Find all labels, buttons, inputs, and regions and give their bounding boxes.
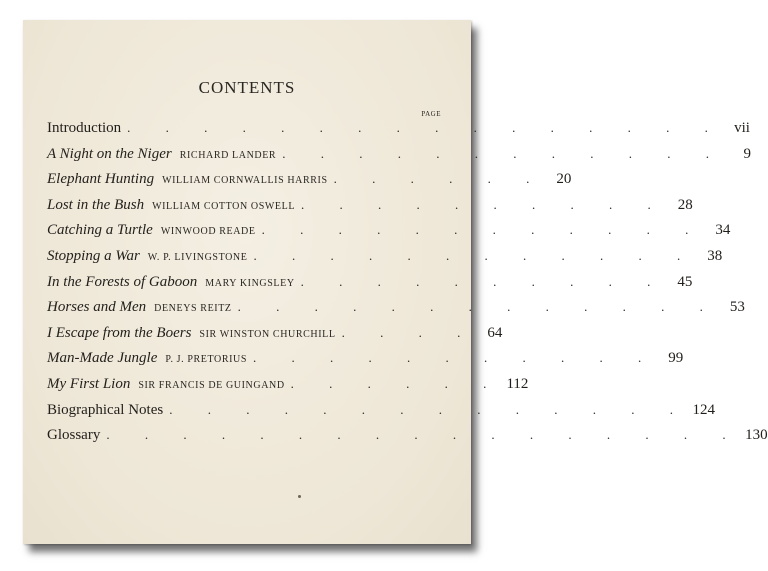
toc-entry-title: Elephant Hunting: [47, 171, 155, 188]
leader-dots: . . . . . . . . . . . .: [261, 222, 705, 238]
toc-entry-first-lion: [47, 375, 529, 402]
leader-dots: . . . . . . . . . . . . . . . . .: [106, 427, 742, 443]
toc-entry-escape-from-boers: [47, 324, 503, 351]
toc-entry-glossary: [47, 427, 768, 453]
page-column-label: PAGE: [421, 110, 441, 118]
leader-dots: . . . . . . . . . .: [301, 196, 667, 212]
toc-entry-page: 38: [707, 247, 723, 264]
toc-entry-title: Man-Made Jungle: [47, 350, 158, 367]
toc-entry-page: 112: [506, 375, 529, 392]
toc-entry-title: A Night on the Niger: [47, 145, 172, 162]
toc-entry-catching-turtle: [47, 222, 731, 248]
leader-dots: . . . . . . . . . .: [300, 273, 667, 289]
leader-dots: . . . . . .: [290, 375, 503, 391]
book-page: [23, 20, 768, 544]
toc-entry-page: 20: [556, 171, 572, 188]
toc-entry-author: W. P. LIVINGSTONE: [147, 251, 248, 263]
toc-entry-title: Stopping a War: [47, 247, 140, 264]
leader-dots: . . . . . . . . . . . .: [282, 145, 725, 161]
toc-entry-title: Horses and Men: [47, 299, 147, 316]
toc-entry-title: Biographical Notes: [47, 401, 164, 418]
leader-dots: . . . . . . . . . . . . . . . .: [127, 120, 724, 135]
toc-entry-author: WILLIAM COTTON OSWELL: [152, 200, 296, 212]
table-of-contents: [47, 120, 768, 453]
leader-dots: . . . . . . . . . . .: [253, 350, 658, 366]
toc-entry-title: Lost in the Bush: [47, 196, 145, 213]
toc-entry-lost-in-bush: [47, 196, 693, 223]
toc-entry-horses-and-men: [47, 299, 745, 325]
toc-entry-elephant-hunting: [47, 171, 572, 197]
toc-entry-title: In the Forests of Gaboon: [47, 273, 198, 290]
toc-entry-page: 64: [487, 324, 503, 341]
toc-entry-author: MARY KINGSLEY: [205, 277, 295, 289]
toc-entry-title: Introduction: [47, 120, 122, 136]
toc-entry-author: SIR FRANCIS DE GUINGAND: [138, 379, 285, 391]
toc-entry-page: vii: [734, 120, 750, 136]
toc-entry-page: 28: [677, 196, 693, 213]
toc-entry-page: 53: [729, 299, 745, 316]
toc-entry-author: WILLIAM CORNWALLIS HARRIS: [162, 175, 328, 187]
toc-entry-page: 124: [692, 401, 715, 418]
toc-entry-forests-of-gaboon: [47, 273, 693, 300]
toc-entry-author: RICHARD LANDER: [179, 149, 277, 161]
toc-entry-page: 130: [745, 427, 768, 444]
toc-entry-page: 9: [743, 145, 751, 162]
toc-entry-page: 34: [715, 222, 731, 239]
toc-entry-title: I Escape from the Boers: [47, 324, 192, 341]
toc-entry-man-made-jungle: [47, 350, 684, 376]
toc-entry-introduction: [47, 120, 750, 146]
toc-entry-author: DENEYS REITZ: [154, 303, 232, 315]
toc-entry-title: Glossary: [47, 427, 101, 444]
toc-entry-page: 99: [668, 350, 684, 367]
toc-entry-title: Catching a Turtle: [47, 222, 153, 239]
toc-entry-stopping-war: [47, 247, 723, 274]
toc-entry-biographical-notes: [47, 401, 715, 428]
leader-dots: . . . . . .: [333, 171, 546, 187]
toc-entry-author: SIR WINSTON CHURCHILL: [199, 328, 336, 340]
leader-dots: . . . . . . . . . . . . . .: [169, 401, 689, 417]
paper-spot: [298, 495, 301, 498]
toc-entry-page: 45: [677, 273, 693, 290]
leader-dots: . . . .: [341, 324, 477, 340]
toc-entry-title: My First Lion: [47, 375, 131, 392]
toc-entry-night-on-niger: [47, 145, 751, 172]
toc-entry-author: P. J. PRETORIUS: [165, 354, 248, 366]
page-title: CONTENTS: [198, 78, 296, 97]
toc-entry-author: WINWOOD READE: [160, 226, 256, 238]
leader-dots: . . . . . . . . . . . .: [253, 247, 697, 263]
leader-dots: . . . . . . . . . . . . .: [237, 299, 719, 315]
